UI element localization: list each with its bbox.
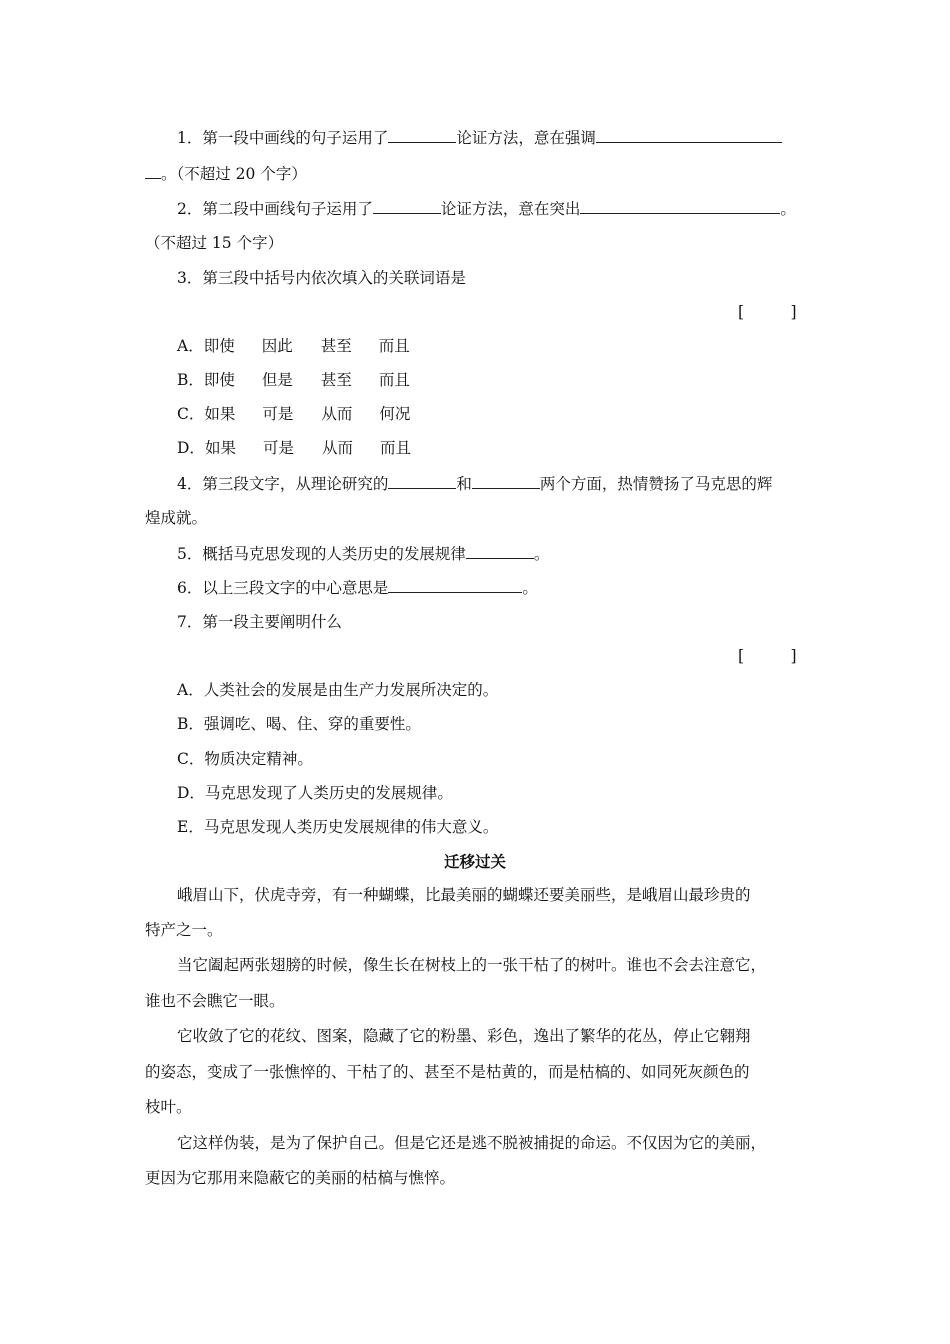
q5-text-a: 5．概括马克思发现的人类历史的发展规律 xyxy=(177,545,466,563)
question-6 xyxy=(177,577,538,598)
q6-text-a: 6．以上三段文字的中心意思是 xyxy=(177,579,389,597)
q3-option-c[interactable] xyxy=(177,404,410,424)
question-4 xyxy=(177,473,772,494)
question-5 xyxy=(177,543,549,564)
q7-option-d[interactable]: D．马克思发现了人类历史的发展规律。 xyxy=(177,784,453,802)
option-word: 而且 xyxy=(378,337,410,355)
q3-option-d[interactable] xyxy=(177,438,411,458)
option-word: 因此 xyxy=(261,337,293,355)
passage-line: 它这样伪装，是为了保护自己。但是它还是逃不脱被捕捉的命运。不仅因为它的美丽， xyxy=(177,1134,767,1152)
option-word: 甚至 xyxy=(320,337,352,355)
q7-answer-bracket[interactable]: [ ] xyxy=(738,647,797,665)
q4-text-c: 两个方面，热情赞扬了马克思的辉 xyxy=(539,475,773,493)
option-word: 即使 xyxy=(203,371,235,389)
option-word: 可是 xyxy=(262,405,294,423)
q5-text-b: 。 xyxy=(533,545,550,563)
q2-text-c: 。 xyxy=(780,200,796,218)
q7-option-a[interactable]: A．人类社会的发展是由生产力发展所决定的。 xyxy=(177,681,499,699)
option-letter: D． xyxy=(177,439,205,457)
section-title: 迁移过关 xyxy=(443,853,506,871)
option-word: 从而 xyxy=(321,405,353,423)
question-3-stem: 3．第三段中括号内依次填入的关联词语是 xyxy=(177,269,466,287)
passage-line: 它收敛了它的花纹、图案，隐藏了它的粉墨、彩色，逸出了繁华的花丛，停止它翱翔 xyxy=(177,1027,751,1045)
question-2 xyxy=(177,198,796,219)
option-word: 而且 xyxy=(378,371,410,389)
question-1 xyxy=(177,127,782,148)
q2-blank-1[interactable] xyxy=(373,198,441,214)
option-word: 从而 xyxy=(321,439,353,457)
q2-text-a: 2．第二段中画线句子运用了 xyxy=(177,200,373,218)
q1-blank-2[interactable] xyxy=(596,127,782,143)
q7-option-b[interactable]: B．强调吃、喝、住、穿的重要性。 xyxy=(177,715,421,733)
question-1-cont xyxy=(145,163,307,184)
option-word: 何况 xyxy=(379,405,411,423)
option-word: 如果 xyxy=(204,439,236,457)
q3-answer-bracket[interactable]: [ ] xyxy=(738,303,797,321)
passage-line: 当它阖起两张翅膀的时候，像生长在树枝上的一张干枯了的树叶。谁也不会去注意它， xyxy=(177,956,767,974)
question-2-cont: （不超过 15 个字） xyxy=(145,234,284,252)
passage-line: 谁也不会瞧它一眼。 xyxy=(145,992,285,1010)
q5-blank[interactable] xyxy=(466,543,534,559)
q4-blank-2[interactable] xyxy=(472,473,540,489)
q7-option-e[interactable]: E．马克思发现人类历史发展规律的伟大意义。 xyxy=(177,818,499,836)
passage-line: 更因为它那用来隐蔽它的美丽的枯槁与憔悴。 xyxy=(145,1169,456,1187)
option-letter: A． xyxy=(177,337,204,355)
option-letter: B． xyxy=(177,371,204,389)
q2-blank-2[interactable] xyxy=(580,198,780,214)
q3-option-a[interactable] xyxy=(177,336,410,356)
option-word: 但是 xyxy=(261,371,293,389)
q4-blank-1[interactable] xyxy=(388,473,456,489)
passage-line: 枝叶。 xyxy=(145,1098,192,1116)
question-7-stem: 7．第一段主要阐明什么 xyxy=(177,613,342,631)
option-word: 如果 xyxy=(204,405,236,423)
q2-text-b: 论证方法，意在突出 xyxy=(440,200,581,218)
option-word: 可是 xyxy=(262,439,294,457)
passage-line: 的姿态，变成了一张憔悴的、干枯了的、甚至不是枯黄的，而是枯槁的、如同死灰颜色的 xyxy=(145,1063,750,1081)
q1-blank-2-cont[interactable] xyxy=(145,163,161,179)
passage-line: 特产之一。 xyxy=(145,921,223,939)
option-word: 而且 xyxy=(379,439,411,457)
q1-text-a: 1．第一段中画线的句子运用了 xyxy=(177,129,389,147)
q6-text-b: 。 xyxy=(522,579,538,597)
passage-line: 峨眉山下，伏虎寺旁，有一种蝴蝶，比最美丽的蝴蝶还要美丽些，是峨眉山最珍贵的 xyxy=(177,886,751,904)
q4-text-b: 和 xyxy=(456,475,472,493)
question-4-cont: 煌成就。 xyxy=(145,509,208,527)
option-letter: C． xyxy=(177,405,205,423)
q1-blank-1[interactable] xyxy=(388,127,456,143)
q1-text-b: 论证方法，意在强调 xyxy=(456,129,596,147)
q7-option-c[interactable]: C．物质决定精神。 xyxy=(177,750,313,768)
q1-text-c: 。（不超过 20 个字） xyxy=(161,165,307,183)
q6-blank[interactable] xyxy=(388,577,522,593)
q4-text-a: 4．第三段文字，从理论研究的 xyxy=(177,475,389,493)
option-word: 即使 xyxy=(203,337,235,355)
q3-option-b[interactable] xyxy=(177,370,410,390)
option-word: 甚至 xyxy=(320,371,352,389)
